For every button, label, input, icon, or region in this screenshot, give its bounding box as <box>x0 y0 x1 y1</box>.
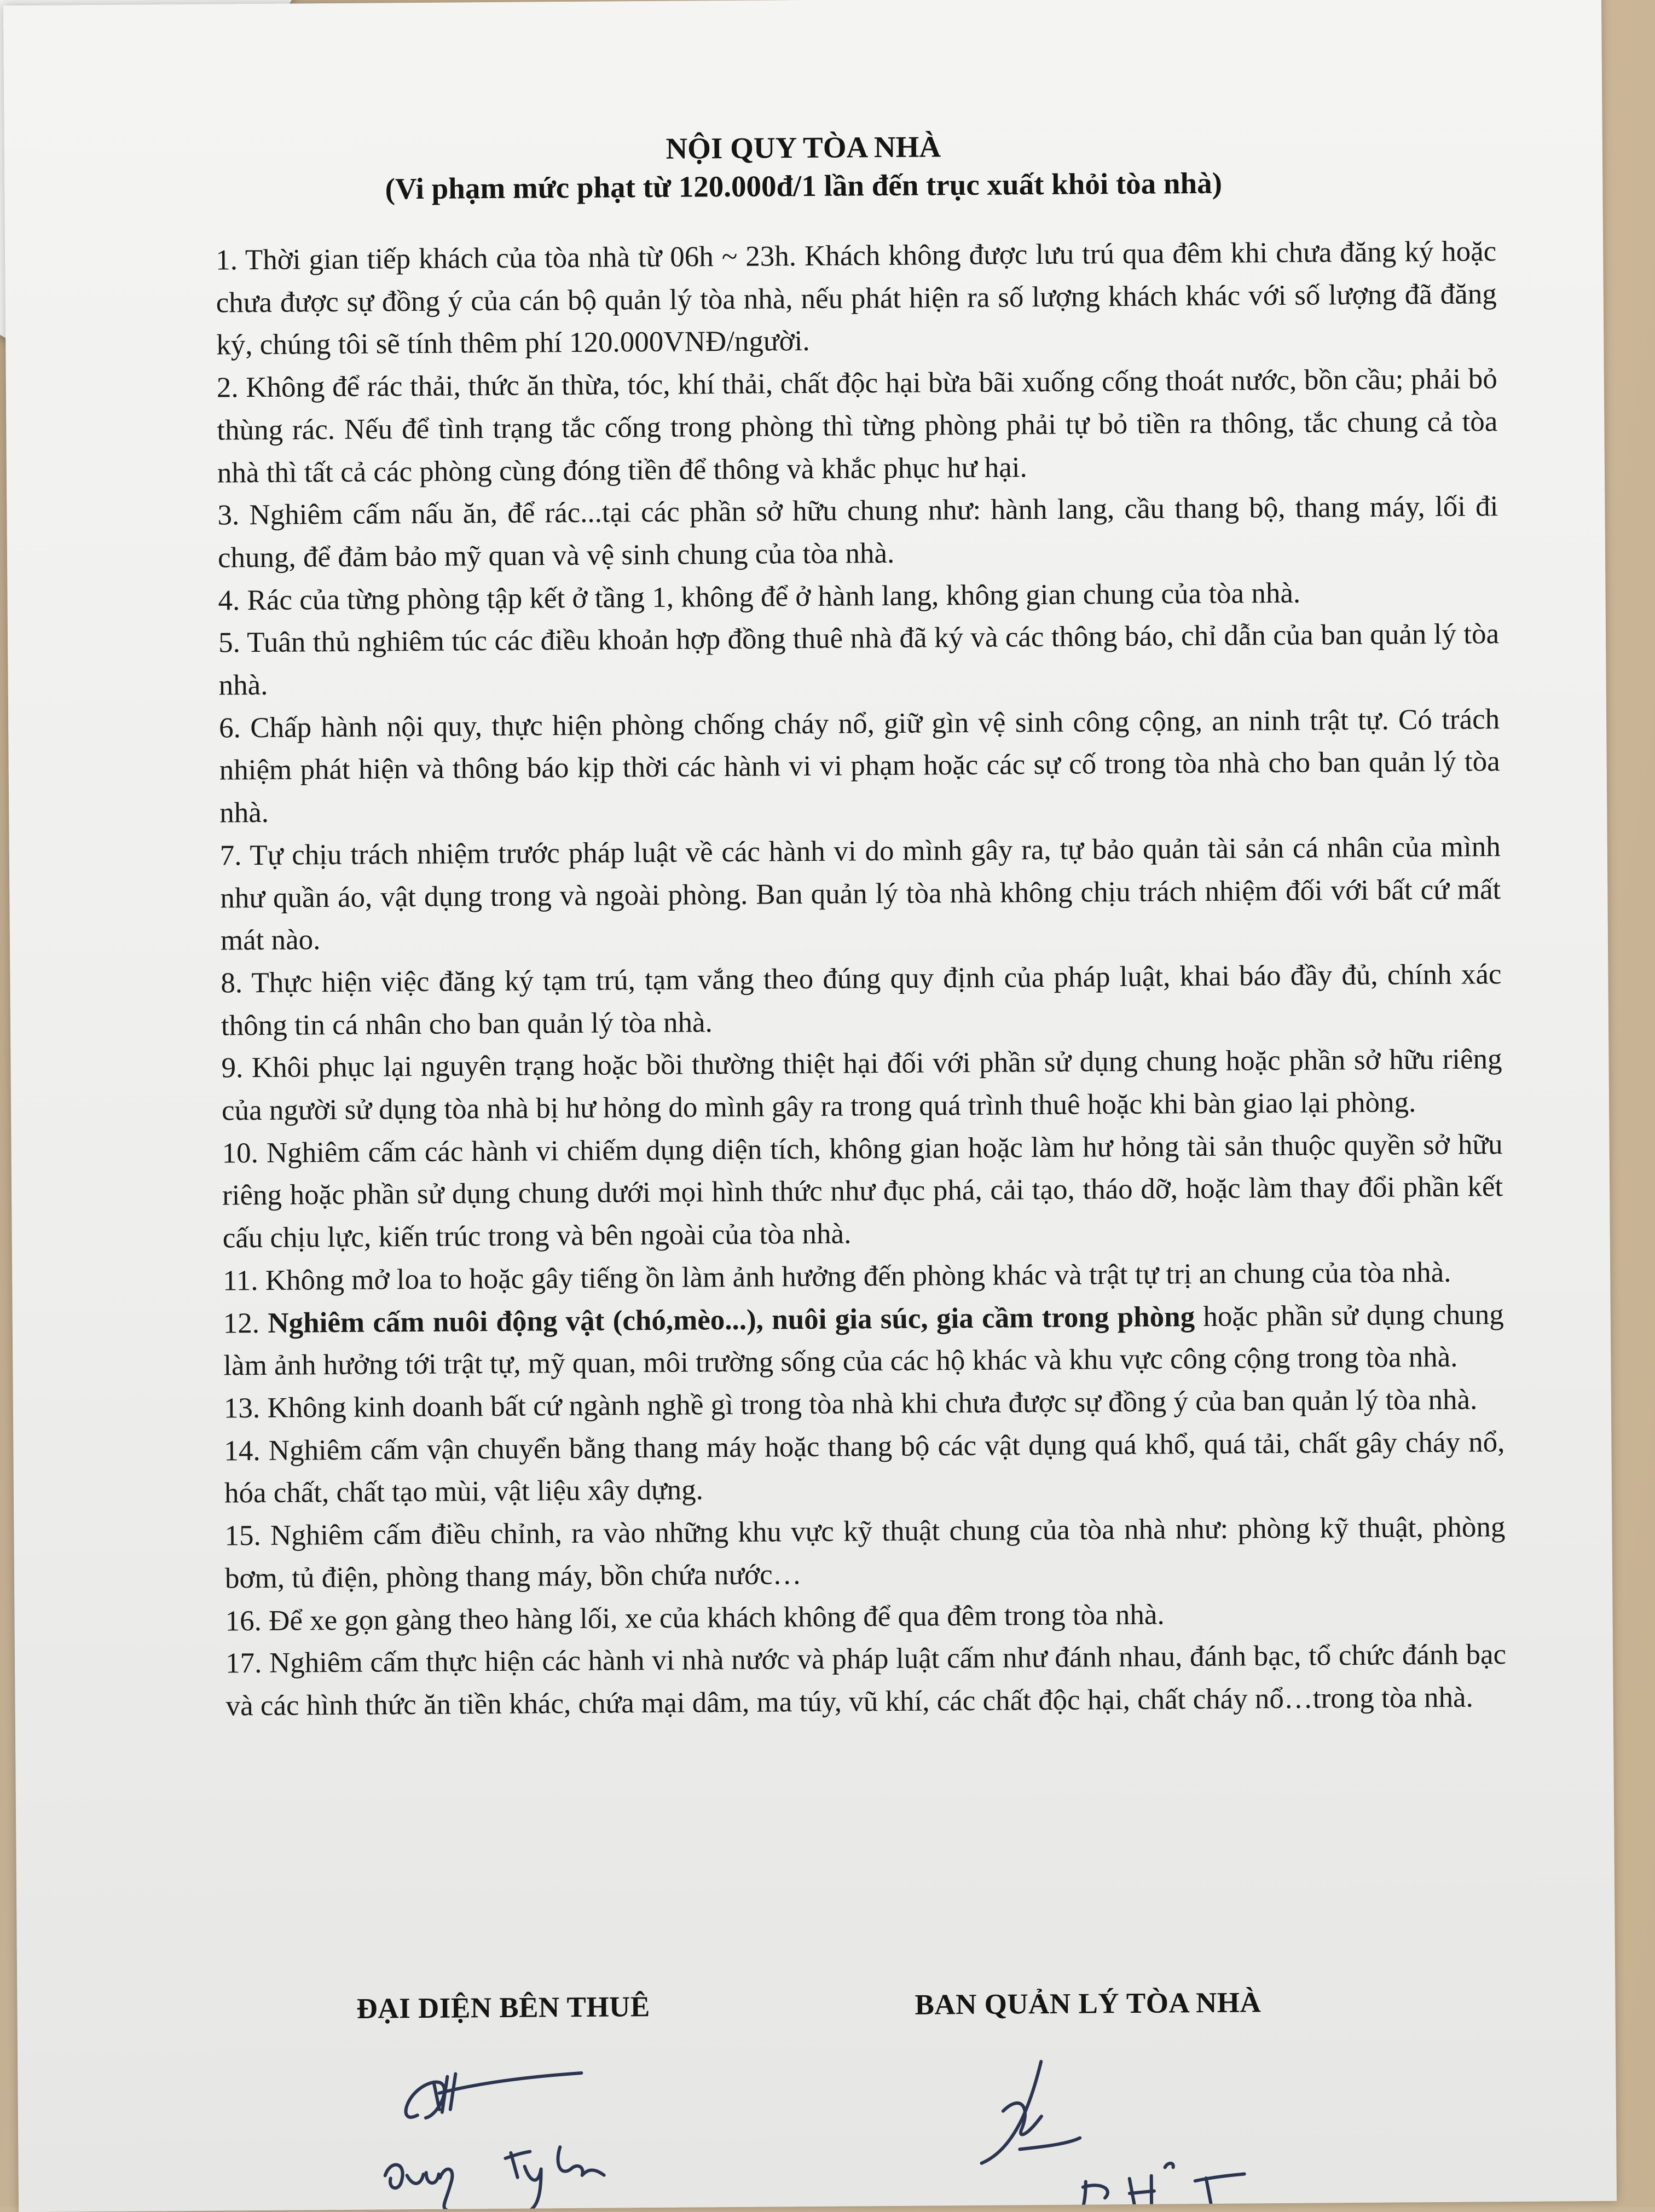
rule-12-bold-text: Nghiêm cấm nuôi động vật (chó,mèo...), nuôi gia súc, gia cầm trong phòng <box>268 1300 1195 1339</box>
paper-sheet <box>3 0 1617 2212</box>
rule-item: 3. Nghiêm cấm nấu ăn, để rác...tại các phần sở hữu chung như: hành lang, cầu thang bộ, thang máy, lối đi chung, để đảm bảo mỹ quan và vệ sinh chung của tòa nhà. <box>217 490 1498 574</box>
rule-item: 6. Chấp hành nội quy, thực hiện phòng chống cháy nổ, giữ gìn vệ sinh công cộng, an ninh trật tự. Có trách nhiệm phát hiện và thông báo kịp thời các hành vi vi phạm hoặc các sự cố trong tòa nhà cho ban quản lý tòa nhà. <box>218 703 1500 829</box>
rule-item: 13. Không kinh doanh bất cứ ngành nghề gì trong tòa nhà khi chưa được sự đồng ý của ban quản lý tòa nhà. <box>223 1383 1478 1425</box>
rule-item: 11. Không mở loa to hoặc gây tiếng ồn làm ảnh hưởng đến phòng khác và trật tự trị an chung của tòa nhà. <box>223 1256 1451 1297</box>
rule-item: 7. Tự chịu trách nhiệm trước pháp luật về các hành vi do mình gây ra, tự bảo quản tài sản cá nhân của mình như quần áo, vật dụng trong và ngoài phòng. Ban quản lý tòa nhà không chịu trách nhiệm đối với bất cứ mất mát nào. <box>219 831 1501 957</box>
rule-item: 8. Thực hiện việc đăng ký tạm trú, tạm vắng theo đúng quy định của pháp luật, khai báo đầy đủ, chính xác thông tin cá nhân cho ban quản lý tòa nhà. <box>221 958 1502 1042</box>
rule-item: 4. Rác của từng phòng tập kết ở tầng 1, không để ở hành lang, không gian chung của tòa nhà. <box>218 577 1301 617</box>
document-header <box>4 123 1603 211</box>
rule-item: 9. Khôi phục lại nguyên trạng hoặc bồi thường thiệt hại đối với phần sử dụng chung hoặc phần sở hữu riêng của người sử dụng tòa nhà bị hư hỏng do mình gây ra trong quá trình thuê hoặc khi bàn giao lại phòng. <box>221 1043 1502 1127</box>
manager-signature <box>970 2049 1277 2212</box>
rule-item: 17. Nghiêm cấm thực hiện các hành vi nhà nước và pháp luật cấm như đánh nhau, đánh bạc, tổ chức đánh bạc và các hình thức ăn tiền khác, chứa mại dâm, ma túy, vũ khí, các chất độc hại, chất cháy nổ…trong tòa nhà. <box>225 1638 1507 1722</box>
rule-item: 5. Tuân thủ nghiêm túc các điều khoản hợp đồng thuê nhà đã ký và các thông báo, chỉ dẫn của ban quản lý tòa nhà. <box>218 618 1500 702</box>
rule-item: 10. Nghiêm cấm các hành vi chiếm dụng diện tích, không gian hoặc làm hư hỏng tài sản thuộc quyền sở hữu riêng hoặc phần sử dụng chung dưới mọi hình thức như đục phá, cải tạo, tháo dỡ, hoặc làm thay đổi phần kết cấu chịu lực, kiến trúc trong và bên ngoài của tòa nhà. <box>222 1128 1503 1254</box>
tenant-signature <box>373 2048 681 2212</box>
document-subtitle: (Vi phạm mức phạt từ 120.000đ/1 lần đến trục xuất khỏi tòa nhà) <box>385 166 1223 206</box>
rule-12-number: 12. <box>223 1307 268 1340</box>
rule-item: 1. Thời gian tiếp khách của tòa nhà từ 06h ~ 23h. Khách không được lưu trú qua đêm khi chưa đăng ký hoặc chưa được sự đồng ý của cán bộ quản lý tòa nhà, nếu phát hiện ra số lượng khách khác với số lượng đã đăng ký, chúng tôi sẽ tính thêm phí 120.000VNĐ/người. <box>216 235 1497 361</box>
rule-12-text: hoặc phần sử dụng chung làm ảnh hưởng tới trật tự, mỹ quan, môi trường sống của các hộ khác và khu vực công cộng trong tòa nhà. <box>223 1298 1504 1382</box>
document-title: NỘI QUY TÒA NHÀ <box>666 130 941 165</box>
rules-list <box>216 230 1507 1728</box>
rule-item-12 <box>223 1294 1504 1388</box>
manager-label: BAN QUẢN LÝ TÒA NHÀ <box>915 1987 1261 2021</box>
tenant-label: ĐẠI DIỆN BÊN THUÊ <box>356 1991 650 2025</box>
rule-item: 14. Nghiêm cấm vận chuyển bằng thang máy hoặc thang bộ các vật dụng quá khổ, quá tải, chất gây cháy nổ, hóa chất, chất tạo mùi, vật liệu xây dựng. <box>224 1426 1505 1509</box>
rule-item: 2. Không để rác thải, thức ăn thừa, tóc, khí thải, chất độc hại bừa bãi xuống cống thoát nước, bồn cầu; phải bỏ thùng rác. Nếu để tình trạng tắc cống trong phòng thì từng phòng phải tự bỏ tiền ra thông, tắc chung cả tòa nhà thì tất cả các phòng cùng đóng tiền để thông và khắc phục hư hại. <box>216 363 1498 489</box>
rule-item: 15. Nghiêm cấm điều chỉnh, ra vào những khu vực kỹ thuật chung của tòa nhà như: phòng kỹ thuật, phòng bơm, tủ điện, phòng thang máy, bồn chứa nước… <box>224 1511 1506 1595</box>
rule-item: 16. Để xe gọn gàng theo hàng lối, xe của khách không để qua đêm trong tòa nhà. <box>225 1599 1165 1637</box>
